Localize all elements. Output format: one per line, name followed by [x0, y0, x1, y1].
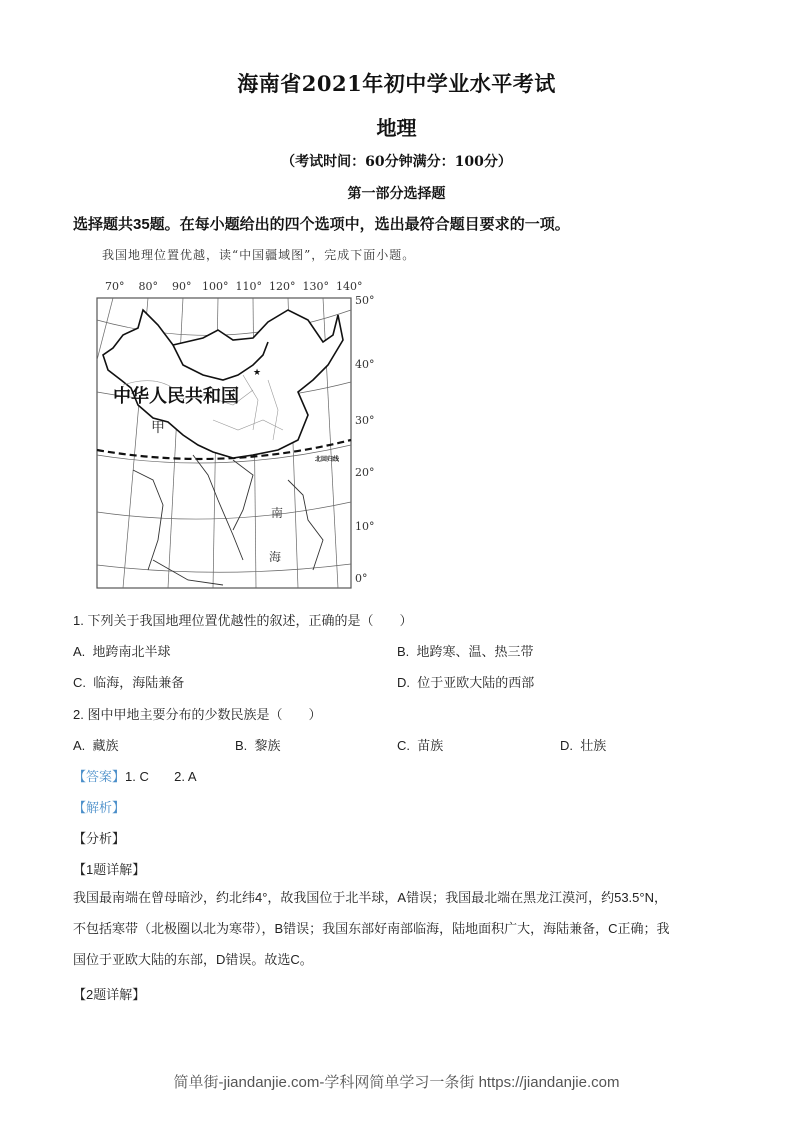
lat-label-50: 50°: [355, 294, 375, 307]
q2-option-b: B. 黎族: [235, 738, 281, 753]
answer-line: [73, 766, 197, 785]
q2-option-d: D. 壮族: [560, 738, 607, 753]
detail-1-label: 【1题详解】: [73, 862, 146, 877]
q2-option-c: C. 苗族: [397, 738, 444, 753]
answer-label: 【答案】: [73, 769, 126, 784]
sea-label-hai: 海: [269, 550, 282, 564]
question-2-stem: 2. 图中甲地主要分布的少数民族是（ ）: [73, 707, 322, 722]
question-1-stem: 1. 下列关于我国地理位置优越性的叙述，正确的是（ ）: [73, 613, 413, 628]
lat-label-10: 10°: [355, 520, 375, 533]
china-territory-map: [93, 280, 378, 592]
detail-1-line-3: 国位于亚欧大陆的东部，D错误。故选C。: [73, 952, 313, 967]
exam-info: （考试时间：60分钟满分：100分）: [281, 154, 512, 170]
fenxi-label: 【分析】: [73, 831, 126, 846]
svg-text:★: ★: [253, 367, 262, 377]
lat-label-0: 0°: [355, 572, 368, 585]
instruction: 选择题共35题。在每小题给出的四个选项中，选出最符合题目要求的一项。: [73, 216, 570, 233]
q1-option-a: A. 地跨南北半球: [73, 644, 171, 659]
detail-2-label: 【2题详解】: [73, 987, 146, 1002]
q1-option-d: D. 位于亚欧大陆的西部: [397, 675, 535, 690]
analysis-label: 【解析】: [73, 800, 126, 815]
longitude-labels: 70° 80° 90° 100° 110° 120° 130° 140°: [105, 280, 363, 293]
q2-option-a: A. 藏族: [73, 738, 119, 753]
lat-label-40: 40°: [355, 358, 375, 371]
map-graphic: [93, 280, 378, 592]
intro-text: 我国地理位置优越，读“中国疆域图”，完成下面小题。: [102, 248, 416, 262]
lat-label-20: 20°: [355, 466, 375, 479]
page-title: 海南省2021年初中学业水平考试: [237, 71, 556, 96]
answer-q1: 1. C: [125, 769, 149, 784]
tropic-label: 北回归线: [315, 456, 340, 463]
answer-q2: 2. A: [174, 769, 197, 784]
country-label: 中华人民共和国: [113, 386, 239, 407]
q1-option-b: B. 地跨寒、温、热三带: [397, 644, 534, 659]
lat-label-30: 30°: [355, 414, 375, 427]
subject-title: 地理: [376, 116, 417, 140]
sea-label-nan: 南: [271, 506, 284, 520]
q1-option-c: C. 临海，海陆兼备: [73, 675, 185, 690]
detail-1-line-2: 不包括寒带（北极圈以北为寒带），B错误；我国东部好南部临海，陆地面积广大，海陆兼备，C正确；我: [73, 921, 670, 936]
detail-1-line-1: 我国最南端在曾母暗沙，约北纬4°，故我国位于北半球，A错误；我国最北端在黑龙江漠河，约53.5°N，: [73, 890, 667, 905]
part-title: 第一部分选择题: [347, 186, 446, 202]
footer-watermark: 简单街-jiandanjie.com-学科网简单学习一条街 https://jiandanjie.com: [173, 1074, 620, 1091]
region-jia-label: 甲: [151, 420, 165, 436]
